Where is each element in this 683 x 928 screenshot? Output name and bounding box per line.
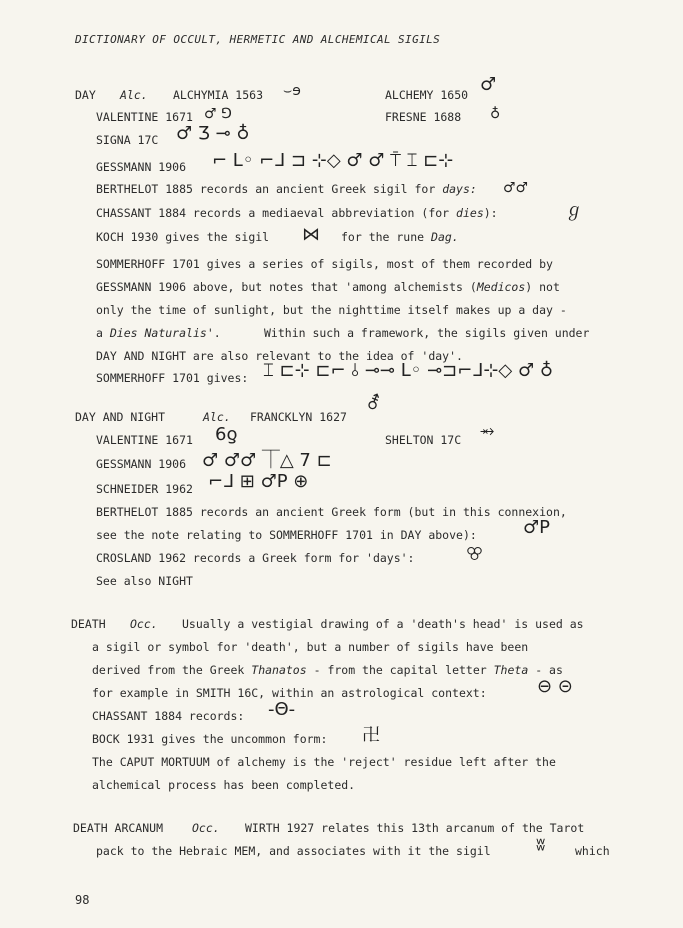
day-fresne: FRESNE 1688: [385, 110, 462, 124]
day-sigil-koch: ⋈: [302, 224, 320, 245]
death-line-4: for example in SMITH 16C, within an astrological context:: [92, 686, 487, 700]
day-chassant: CHASSANT 1884 records a mediaeval abbreviation (for dies):: [96, 206, 498, 220]
entry-day-night-tag: Alc.: [203, 410, 231, 424]
death-line-1: Usually a vestigial drawing of a 'death's head' is used as: [182, 617, 584, 631]
daynight-sigil-francklyn: ⚦: [366, 393, 382, 414]
day-sigil-valentine: ♂ ⅁: [204, 106, 232, 122]
day-sigil-berthelot: ♂♂: [503, 180, 529, 196]
day-sommerhoff-2: GESSMANN 1906 above, but notes that 'among alchemists (Medicos) not: [96, 280, 560, 294]
death-line-8: alchemical process has been completed.: [92, 778, 356, 792]
day-valentine: VALENTINE 1671: [96, 110, 193, 124]
day-sigil-alchymia: ⌣ɘ: [283, 83, 301, 99]
entry-day-term: DAY: [75, 88, 96, 102]
daynight-berthelot-2: see the note relating to SOMMERHOFF 1701 in DAY above):: [96, 528, 477, 542]
death-arcanum-line-2: pack to the Hebraic MEM, and associates with it the sigil: [96, 844, 491, 858]
daynight-shelton: SHELTON 17C: [385, 433, 462, 447]
day-sommerhoff-1: SOMMERHOFF 1701 gives a series of sigils, most of them recorded by: [96, 257, 553, 271]
daynight-sigil-berthelot: ♂P: [523, 517, 550, 538]
day-sommerhoff-3: only the time of sunlight, but the nighttime itself makes up a day -: [96, 303, 567, 317]
running-header: DICTIONARY OF OCCULT, HERMETIC AND ALCHEMICAL SIGILS: [75, 33, 441, 46]
day-sommerhoff-7: SOMMERHOFF 1701 gives:: [96, 371, 249, 385]
daynight-schneider: SCHNEIDER 1962: [96, 482, 193, 496]
entry-death-arcanum-term: DEATH ARCANUM: [73, 821, 164, 835]
daynight-berthelot-1: BERTHELOT 1885 records an ancient Greek form (but in this connexion,: [96, 505, 567, 519]
death-arcanum-which: which: [575, 844, 610, 858]
death-arcanum-line-1: WIRTH 1927 relates this 13th arcanum of the Tarot: [245, 821, 585, 835]
entry-day-night-term: DAY AND NIGHT: [75, 410, 166, 424]
day-sigil-fresne: ♁: [490, 106, 501, 122]
daynight-gessmann: GESSMANN 1906: [96, 457, 187, 471]
daynight-crosland: CROSLAND 1962 records a Greek form for 'days':: [96, 551, 415, 565]
death-sigil-bock: 卍: [362, 725, 380, 746]
daynight-francklyn: FRANCKLYN 1627: [250, 410, 347, 424]
daynight-sigil-crosland: ꕢ: [466, 544, 483, 565]
day-sigil-chassant: ℊ: [565, 200, 583, 221]
death-sigils-smith: ⊖ ⊝: [537, 676, 573, 697]
death-line-7: The CAPUT MORTUUM of alchemy is the 'reject' residue left after the: [92, 755, 556, 769]
death-sigil-chassant: -Θ-: [268, 699, 296, 720]
day-gessmann: GESSMANN 1906: [96, 160, 187, 174]
day-signa: SIGNA 17C: [96, 133, 159, 147]
day-sigil-signa: ♂ Ʒ ⊸ ♁: [176, 123, 250, 144]
daynight-sigil-shelton: ⥇: [480, 420, 495, 441]
entry-death-arcanum-tag: Occ.: [192, 821, 220, 835]
day-alchemy: ALCHEMY 1650: [385, 88, 469, 102]
entry-death-tag: Occ.: [130, 617, 158, 631]
death-line-3: derived from the Greek Thanatos - from the capital letter Theta - as: [92, 663, 563, 677]
entry-day-tag: Alc.: [120, 88, 148, 102]
death-line-6: BOCK 1931 gives the uncommon form:: [92, 732, 328, 746]
day-sommerhoff-4: a Dies Naturalis'.: [96, 326, 221, 340]
day-berthelot: BERTHELOT 1885 records an ancient Greek sigil for days:: [96, 182, 477, 196]
page-number: 98: [75, 893, 90, 907]
day-koch: KOCH 1930 gives the sigil: [96, 230, 270, 244]
entry-death-term: DEATH: [71, 617, 106, 631]
day-alchymia: ALCHYMIA 1563: [173, 88, 264, 102]
day-sigils-gessmann: ⌐ ᒪ◦ ⌐ᒧ ⊐ ⊹◇ ♂ ♂ ⍑ ⌶ ⊏⊹: [212, 150, 454, 171]
day-sommerhoff-5: Within such a framework, the sigils given under: [264, 326, 590, 340]
day-sommerhoff-6: DAY AND NIGHT are also relevant to the idea of 'day'.: [96, 349, 463, 363]
daynight-valentine: VALENTINE 1671: [96, 433, 193, 447]
daynight-sigil-valentine: 6ƍ: [215, 424, 238, 445]
daynight-sigils-gessmann: ♂ ♂♂ ⏉△ 7 ⊏: [202, 450, 332, 471]
death-line-2: a sigil or symbol for 'death', but a number of sigils have been: [92, 640, 529, 654]
death-line-5: CHASSANT 1884 records:: [92, 709, 245, 723]
day-sigil-alchemy: ♂: [480, 74, 497, 95]
daynight-sigils-schneider: ⌐ᒧ ⊞ ♂P ⊕: [208, 471, 309, 492]
death-arcanum-sigil: ʬ: [536, 834, 546, 855]
day-sigils-sommerhoff: ⌶ ⊏⊹ ⊏⌐ ⫰ ⊸⊸ ᒪ◦ ⊸⊐⌐ᒧ⊹◇ ♂ ♁: [263, 360, 554, 381]
day-koch-rune: for the rune Dag.: [341, 230, 459, 244]
daynight-see-also: See also NIGHT: [96, 574, 193, 588]
